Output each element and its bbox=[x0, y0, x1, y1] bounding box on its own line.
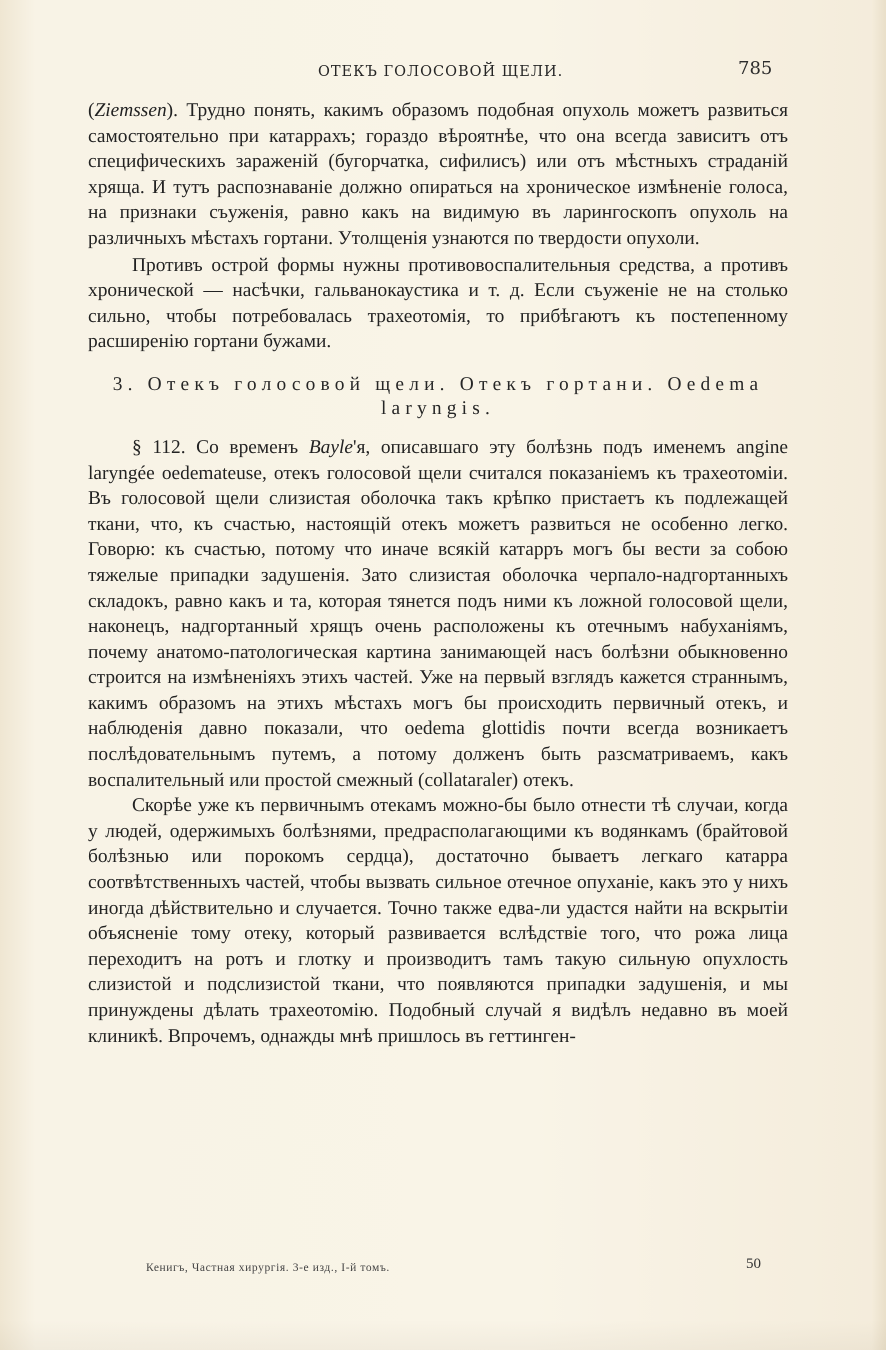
section-heading-line2: laryngis. bbox=[380, 397, 496, 419]
page-shadow bbox=[0, 1320, 886, 1350]
section-heading bbox=[88, 373, 788, 421]
signature-mark: 50 bbox=[746, 1256, 761, 1272]
page-number: 785 bbox=[738, 58, 773, 79]
paragraph-treatment: Противъ острой формы нужны противовоспалительныя средства, а противъ хронической — насѣчки, гальванокаустика и т. д. Если съуженіе не на столько сильно, чтобы потребовалась трахеотомія, то прибѣгаютъ къ постепенному расширенію гортани бужами. bbox=[88, 254, 788, 353]
section-lead: § 112. Со временъ bbox=[132, 436, 309, 458]
paren-open: ( bbox=[88, 100, 95, 121]
body-text bbox=[88, 98, 788, 1049]
section-heading-line1: 3. Отекъ голосовой щели. Отекъ гортани. Oedema bbox=[112, 373, 764, 395]
author-name-bayle: Bayle bbox=[308, 436, 353, 458]
paragraph-text: 'я, описавшаго эту болѣзнь подъ именемъ angine laryngée oedemateuse, отекъ голосовой щели считался показаніемъ къ трахеотоміи. Въ голосовой щели слизистая оболочка такъ крѣпко пристаетъ къ подлежащей ткани, что, къ счастью, настоящій отекъ можетъ развиться не особенно легко. Говорю: къ счастью, потому что иначе всякій катарръ могъ бы вести за собою тяжелые припадки задушенія. Зато слизистая оболочка черпало-надгортанныхъ складокъ, равно какъ и та, которая тянется подъ ними къ ложной голосовой щели, наконецъ, надгортанный хрящъ очень расположены къ отечнымъ набуханіямъ, почему анатомо-патологическая картина занимающей насъ болѣзни обыкновенно строится на измѣненіяхъ этихъ частей. Уже на первый взглядъ кажется страннымъ, какимъ образомъ на этихъ мѣстахъ могъ бы происходить первичный отекъ, и наблюденія давно показали, что oedema glottidis почти всегда возникаетъ послѣдовательнымъ путемъ, а потому долженъ быть разсматриваемъ, какъ воспалительный или простой смежный (collataraler) отекъ. bbox=[88, 436, 789, 791]
paragraph-primary-edema: Скорѣе уже къ первичнымъ отекамъ можно-бы было отнести тѣ случаи, когда у людей, одержимыхъ болѣзнями, предрасполагающими къ водянкамъ (брайтовой болѣзнью или порокомъ сердца), достаточно бываетъ легкаго катарра соотвѣтственныхъ частей, чтобы вызвать сильное отечное опуханіе, какъ это у нихъ иногда дѣйствительно и случается. Точно также едва-ли удастся найти на вскрытіи объясненіе тому отеку, который развивается вслѣдствіе того, что рожа лица переходитъ на ротъ и глотку и производитъ тамъ такую сильную опухлость слизистой и подслизистой ткани, что появляются припадки задушенія, и мы принуждены дѣлать трахеотомію. Подобный случай я видѣлъ недавно въ моей клиникѣ. Впрочемъ, однажды мнѣ пришлось въ геттинген- bbox=[88, 795, 788, 1047]
paragraph-text: ). Трудно понять, какимъ образомъ подобная опухоль можетъ развиться самостоятельно при катаррахъ; гораздо вѣроятнѣе, что она всегда зависитъ отъ специфическихъ зараженій (бугорчатка, сифилисъ) или отъ мѣстныхъ страданій хряща. И тутъ распознаваніе должно опираться на хроническое измѣненіе голоса, на признаки съуженія, равно какъ на видимую въ ларингоскопъ опухоль на различныхъ мѣстахъ гортани. Утолщенія узнаются по твердости опухоли. bbox=[88, 100, 788, 249]
running-head-title: ОТЕКЪ ГОЛОСОВОЙ ЩЕЛИ. bbox=[318, 64, 564, 80]
paragraph-section-112 bbox=[88, 435, 788, 793]
page-edge bbox=[872, 0, 886, 1350]
paragraph-continuation bbox=[88, 98, 788, 252]
author-name: Ziemssen bbox=[94, 100, 167, 121]
footer-citation: Кенигъ, Частная хирургія. 3-е изд., I-й томъ. bbox=[146, 1262, 390, 1274]
page-footer bbox=[0, 1256, 886, 1278]
running-head bbox=[0, 58, 886, 86]
